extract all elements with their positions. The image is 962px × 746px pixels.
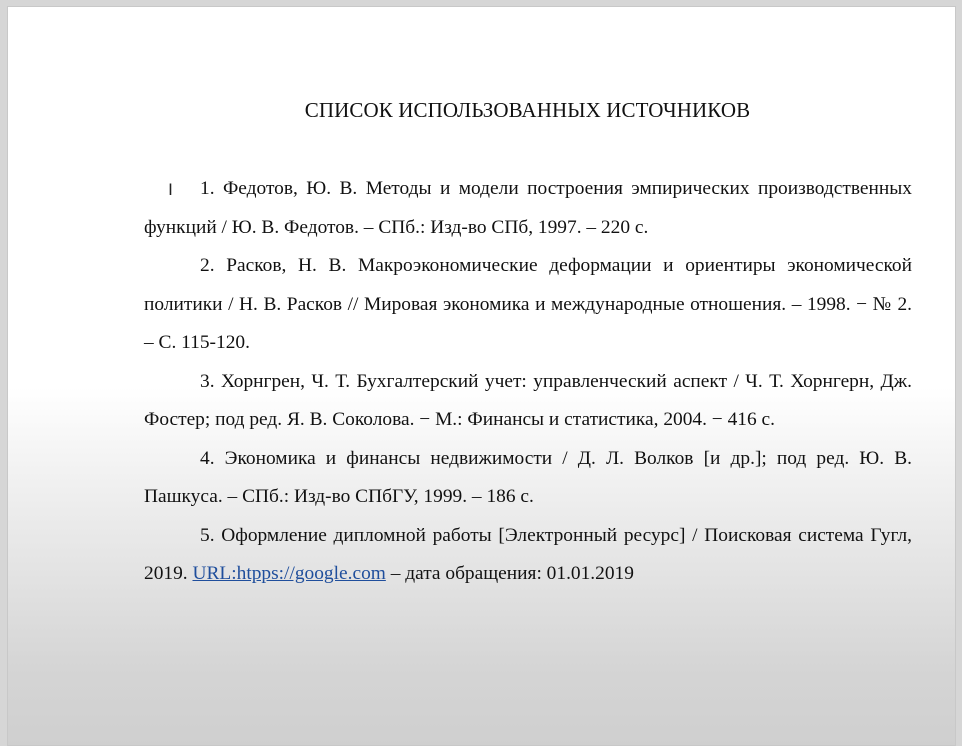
reference-item-2: 2. Расков, Н. В. Макроэкономические деформации и ориентиры экономической политики / Н. В. Расков // Мировая экономика и международные отношения. – 1998. − № 2. – С. 115-120. — [144, 255, 912, 353]
text-cursor-icon: I — [168, 180, 173, 199]
page-title: СПИСОК ИСПОЛЬЗОВАННЫХ ИСТОЧНИКОВ — [304, 98, 751, 122]
document-page[interactable] — [7, 6, 956, 746]
reference-item-1: 1. Федотов, Ю. В. Методы и модели построения эмпирических производственных функций / Ю. В. Федотов. – СПб.: Изд-во СПб, 1997. – 220 с. — [144, 178, 912, 238]
reference-5-link[interactable]: URL:htpps://google.com — [192, 563, 386, 584]
reference-item-5 — [144, 517, 912, 594]
reference-item-3: 3. Хорнгрен, Ч. Т. Бухгалтерский учет: управленческий аспект / Ч. Т. Хорнгерн, Дж. Фостер; под ред. Я. В. Соколова. − М.: Финансы и статистика, 2004. − 416 с. — [144, 370, 912, 430]
reference-item-4: 4. Экономика и финансы недвижимости / Д. Л. Волков [и др.]; под ред. Ю. В. Пашкуса. – СПб.: Изд-во СПбГУ, 1999. – 186 с. — [144, 447, 912, 507]
reference-list[interactable] — [144, 170, 912, 594]
reference-5-text-before: 5. Оформление дипломной работы [Электронный ресурс] / Поисковая система Гугл, 2019. — [144, 524, 912, 584]
reference-5-text-after: – дата обращения: 01.01.2019 — [385, 563, 634, 584]
